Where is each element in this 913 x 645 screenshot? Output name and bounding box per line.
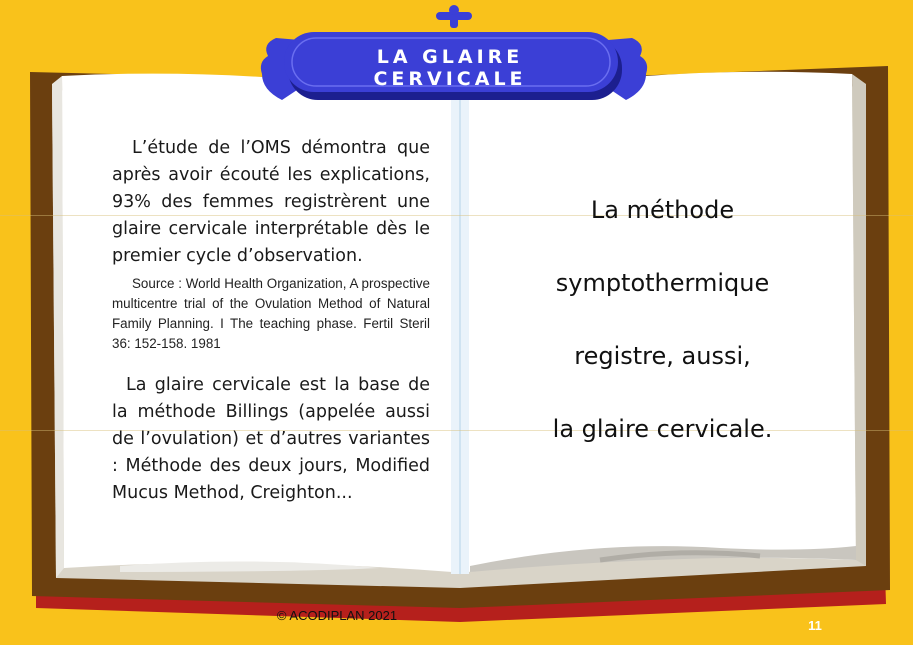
billings-paragraph: La glaire cervicale est la base de la méthode Billings (appelée aussi de l’ovulation) et d’autres variantes : Méthode des deux jours, Modified Mucus Method, Creighton... (112, 375, 430, 503)
right-line: symptothermique (555, 269, 770, 297)
copyright: © ACODIPLAN 2021 (276, 608, 398, 623)
right-line: la glaire cervicale. (552, 415, 773, 443)
right-page-text (520, 190, 805, 482)
fleur-ornament-icon (436, 5, 472, 28)
source-citation: Source : World Health Organization, A prospective multicentre trial of the Ovulation Method of Natural Family Planning. I The teaching phase. Fertil Steril 36: 152-158. 1981 (112, 276, 430, 351)
left-page-text (112, 135, 430, 507)
right-line: registre, aussi, (574, 342, 751, 370)
page-title: LA GLAIRE CERVICALE (373, 46, 527, 90)
page-number: 11 (808, 618, 822, 633)
right-line: La méthode (590, 196, 735, 224)
study-paragraph: L’étude de l’OMS démontra que après avoir écouté les explications, 93% des femmes registrèrent une glaire cervicale interprétable dès le premier cycle d’observation. (112, 138, 430, 266)
